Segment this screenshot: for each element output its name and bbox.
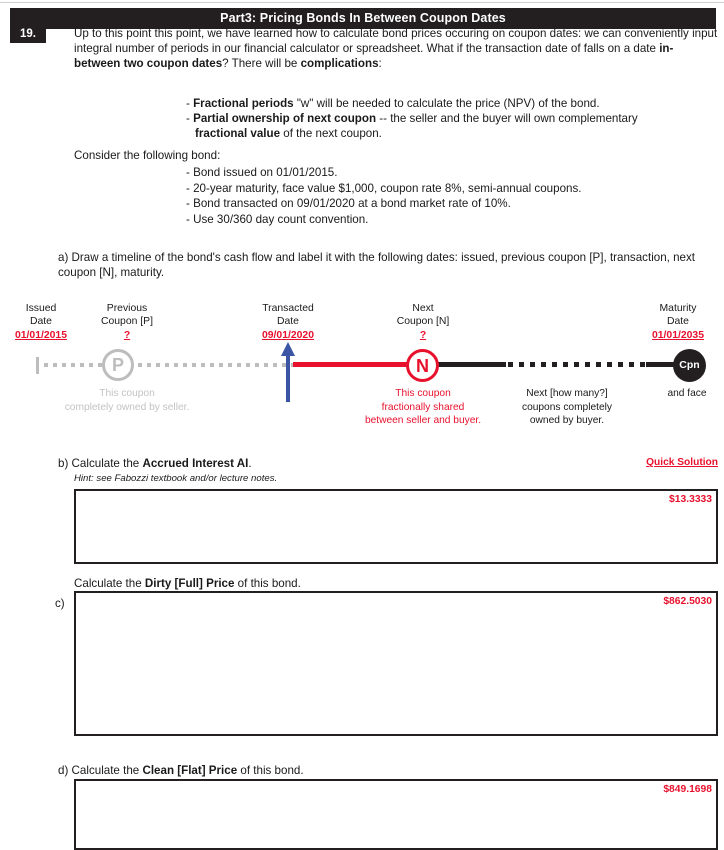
transaction-date-arrow-icon <box>278 340 298 402</box>
caption-line: coupons completely <box>521 401 613 413</box>
part-a-label: a) <box>58 251 69 264</box>
timeline-black-segment-after-n <box>438 362 506 367</box>
part-d-prompt <box>58 763 558 778</box>
caption-line: completely owned by seller. <box>64 401 190 413</box>
caption-line: owned by buyer. <box>529 415 605 427</box>
timeline-label-line1: Next <box>412 303 434 314</box>
timeline-label-line2: Date <box>667 316 689 327</box>
quick-solution-link[interactable]: Quick Solution <box>646 457 718 468</box>
timeline-marker-previous-coupon: P <box>102 349 134 381</box>
part-b-text-2: . <box>248 457 252 470</box>
timeline-label-line2: Coupon [N] <box>396 316 450 327</box>
section-header-title: Part3: Pricing Bonds In Between Coupon Dates <box>10 8 716 29</box>
timeline-label-line1: Transacted <box>262 303 314 314</box>
part-c-text-2: of this bond. <box>234 577 301 590</box>
timeline-column-transacted <box>242 302 334 342</box>
part-c-answer-value: $862.5030 <box>663 596 712 607</box>
bond-facts-list <box>186 165 720 227</box>
intro-bold-in-between: in-between two coupon dates <box>74 42 674 71</box>
timeline-label-line1: Previous <box>106 303 148 314</box>
part-c-text-1: Calculate the <box>74 577 145 590</box>
caption-maturity-face <box>650 387 724 401</box>
complications-bullet-list <box>186 96 720 142</box>
bond-fact-item: - Bond issued on 01/01/2015. <box>186 166 338 179</box>
timeline-date-next-coupon: ? <box>419 330 427 341</box>
part-b-answer-value: $13.3333 <box>669 494 712 505</box>
timeline-label-line2: Coupon [P] <box>101 316 153 327</box>
part-a-text: Draw a timeline of the bond's cash flow and label it with the following dates: issued, previous coupon [P], transaction, next coupon [N], maturity. <box>58 251 696 280</box>
part-c-prompt <box>74 576 574 591</box>
bond-fact-item: - 20-year maturity, face value $1,000, coupon rate 8%, semi-annual coupons. <box>186 181 582 195</box>
part-d-label: d) <box>58 764 69 777</box>
caption-line: This coupon <box>99 388 155 399</box>
arrow-shaft <box>286 354 290 402</box>
timeline-date-issued: 01/01/2015 <box>14 330 67 341</box>
timeline-column-maturity <box>638 302 718 342</box>
timeline-column-issued <box>8 302 74 342</box>
timeline-date-transacted: 09/01/2020 <box>261 330 314 341</box>
timeline-label-line2: Date <box>277 316 299 327</box>
bullet-dash: - <box>186 97 194 110</box>
bullet-bold-fractional-value: fractional value <box>195 127 281 141</box>
top-divider <box>0 2 724 3</box>
timeline-marker-maturity-coupon: Cpn <box>673 349 706 382</box>
part-c-text-bold: Dirty [Full] Price <box>144 577 235 590</box>
part-d-text-1: Calculate the <box>71 764 143 777</box>
bullet-rest-text: -- the seller and the buyer will own complementary <box>376 112 638 126</box>
part-b-prompt <box>58 456 558 471</box>
timeline-date-maturity: 01/01/2035 <box>651 330 704 341</box>
timeline-issue-tick <box>36 357 39 374</box>
question-intro-paragraph <box>74 26 719 72</box>
bullet-bold-label: Partial ownership of next coupon <box>193 112 377 126</box>
part-b-text-1: Calculate the <box>71 457 143 470</box>
timeline-dotted-segment-issued-to-p <box>44 363 102 367</box>
intro-bold-complications: complications <box>300 57 379 71</box>
part-d-text-bold: Clean [Flat] Price <box>142 764 238 777</box>
part-b-text-bold: Accrued Interest AI <box>142 457 249 470</box>
intro-text-part1: Up to this point this point, we have learned how to calculate bond prices occuring on coupon dates: we can conveniently input integral number of periods in our financial calculator or spreadsheet. What if the transaction date of falls on a date <box>74 27 718 56</box>
timeline-dotted-segment-p-to-transaction <box>138 363 294 367</box>
caption-line: fractionally shared <box>381 401 465 413</box>
question-number-badge: 19. <box>10 26 46 43</box>
part-c-label: c) <box>55 597 65 610</box>
timeline-label-line1: Issued <box>25 303 57 314</box>
caption-line: This coupon <box>395 388 451 399</box>
timeline-date-previous-coupon: ? <box>123 330 131 341</box>
bond-fact-item: - Use 30/360 day count convention. <box>186 212 369 226</box>
intro-text-part3: : <box>378 57 382 71</box>
bullet-partial-ownership <box>186 111 720 126</box>
caption-line: and face <box>667 388 707 399</box>
part-c-answer-box[interactable] <box>74 591 718 736</box>
bullet-continuation-rest: of the next coupon. <box>280 127 382 141</box>
part-a-prompt <box>58 250 720 281</box>
part-b-label: b) <box>58 457 69 470</box>
caption-shared-coupon <box>363 387 483 428</box>
caption-seller-owned <box>30 387 224 414</box>
timeline-label-line1: Maturity <box>659 303 697 314</box>
timeline-column-previous-coupon <box>81 302 173 342</box>
caption-line: Next [how many?] <box>526 388 608 399</box>
bullet-continuation-line <box>186 126 720 141</box>
timeline-dotted-segment-n-to-maturity <box>508 362 648 367</box>
timeline-column-next-coupon <box>377 302 469 342</box>
part-d-answer-value: $849.1698 <box>663 784 712 795</box>
caption-buyer-owned <box>493 387 641 428</box>
timeline-marker-next-coupon: N <box>406 349 439 382</box>
intro-text-part2: ? There will be <box>222 57 301 71</box>
bullet-rest-text: "w" will be needed to calculate the price (NPV) of the bond. <box>293 97 600 110</box>
bullet-dash: - <box>186 112 194 126</box>
timeline-red-segment-transaction-to-n <box>293 362 411 367</box>
timeline-label-line2: Date <box>30 316 52 327</box>
bullet-fractional-periods <box>186 96 720 111</box>
caption-line: between seller and buyer. <box>364 415 482 427</box>
consider-bond-line: Consider the following bond: <box>74 149 221 162</box>
bullet-bold-label: Fractional periods <box>193 97 294 110</box>
bond-fact-item: - Bond transacted on 09/01/2020 at a bond market rate of 10%. <box>186 197 511 211</box>
part-b-hint: Hint: see Fabozzi textbook and/or lecture notes. <box>74 473 278 484</box>
part-d-text-2: of this bond. <box>237 764 304 777</box>
